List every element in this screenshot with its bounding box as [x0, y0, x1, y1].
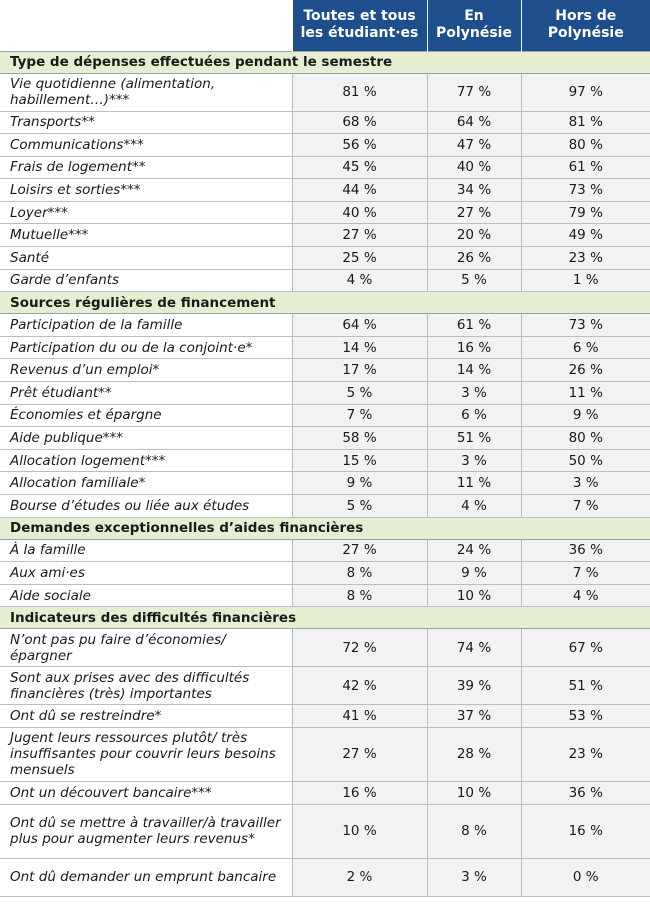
- row-label: Aux ami·es: [0, 562, 292, 585]
- value-outside-polynesia: 73 %: [521, 179, 650, 202]
- section-title: Indicateurs des difficultés financières: [0, 607, 650, 629]
- value-in-polynesia: 40 %: [427, 156, 521, 179]
- value-outside-polynesia: 73 %: [521, 314, 650, 337]
- value-in-polynesia: 28 %: [427, 727, 521, 781]
- table-row: [0, 804, 650, 858]
- value-in-polynesia: 3 %: [427, 858, 521, 896]
- value-in-polynesia: 9 %: [427, 562, 521, 585]
- value-in-polynesia: 77 %: [427, 73, 521, 111]
- row-label: Garde d’enfants: [0, 269, 292, 292]
- table-row: [0, 667, 650, 705]
- row-label: Ont dû demander un emprunt bancaire: [0, 858, 292, 896]
- value-outside-polynesia: 36 %: [521, 781, 650, 804]
- value-in-polynesia: 26 %: [427, 247, 521, 270]
- section-header-row: [0, 292, 650, 314]
- value-all-students: 17 %: [292, 359, 427, 382]
- value-in-polynesia: 10 %: [427, 584, 521, 607]
- value-in-polynesia: 39 %: [427, 667, 521, 705]
- value-outside-polynesia: 26 %: [521, 359, 650, 382]
- value-all-students: 27 %: [292, 727, 427, 781]
- header-blank: [0, 0, 292, 51]
- value-outside-polynesia: 0 %: [521, 858, 650, 896]
- row-label: Santé: [0, 247, 292, 270]
- table-row: [0, 179, 650, 202]
- table-row: [0, 858, 650, 896]
- row-label: Aide sociale: [0, 584, 292, 607]
- row-label: Participation du ou de la conjoint·e*: [0, 336, 292, 359]
- value-all-students: 5 %: [292, 495, 427, 518]
- value-in-polynesia: 3 %: [427, 449, 521, 472]
- value-outside-polynesia: 9 %: [521, 404, 650, 427]
- value-outside-polynesia: 79 %: [521, 201, 650, 224]
- value-in-polynesia: 47 %: [427, 134, 521, 157]
- value-outside-polynesia: 61 %: [521, 156, 650, 179]
- table-row: [0, 314, 650, 337]
- value-outside-polynesia: 67 %: [521, 629, 650, 667]
- value-outside-polynesia: 50 %: [521, 449, 650, 472]
- value-in-polynesia: 6 %: [427, 404, 521, 427]
- row-label: Loisirs et sorties***: [0, 179, 292, 202]
- value-all-students: 27 %: [292, 224, 427, 247]
- value-outside-polynesia: 51 %: [521, 667, 650, 705]
- row-label: Vie quotidienne (alimentation, habillement…)***: [0, 73, 292, 111]
- row-label: Ont un découvert bancaire***: [0, 781, 292, 804]
- table-row: [0, 539, 650, 562]
- row-label: Loyer***: [0, 201, 292, 224]
- row-label: Ont dû se restreindre*: [0, 705, 292, 728]
- value-in-polynesia: 64 %: [427, 111, 521, 134]
- value-outside-polynesia: 36 %: [521, 539, 650, 562]
- value-outside-polynesia: 80 %: [521, 427, 650, 450]
- value-outside-polynesia: 3 %: [521, 472, 650, 495]
- value-outside-polynesia: 16 %: [521, 804, 650, 858]
- table-row: [0, 382, 650, 405]
- value-all-students: 81 %: [292, 73, 427, 111]
- row-label: Sont aux prises avec des difficultés financières (très) importantes: [0, 667, 292, 705]
- value-all-students: 4 %: [292, 269, 427, 292]
- table-row: [0, 584, 650, 607]
- table-row: [0, 629, 650, 667]
- table-row: [0, 336, 650, 359]
- table-row: [0, 111, 650, 134]
- header-outside-polynesia: Hors de Polynésie: [521, 0, 650, 51]
- row-label: Allocation familiale*: [0, 472, 292, 495]
- value-in-polynesia: 51 %: [427, 427, 521, 450]
- header-all-students: Toutes et tous les étudiant·es: [292, 0, 427, 51]
- value-in-polynesia: 37 %: [427, 705, 521, 728]
- value-all-students: 25 %: [292, 247, 427, 270]
- value-in-polynesia: 4 %: [427, 495, 521, 518]
- header-in-polynesia: En Polynésie: [427, 0, 521, 51]
- table-row: [0, 472, 650, 495]
- table-row: [0, 134, 650, 157]
- value-outside-polynesia: 1 %: [521, 269, 650, 292]
- table-row: [0, 73, 650, 111]
- value-all-students: 45 %: [292, 156, 427, 179]
- value-all-students: 42 %: [292, 667, 427, 705]
- table-row: [0, 247, 650, 270]
- row-label: Allocation logement***: [0, 449, 292, 472]
- value-all-students: 8 %: [292, 562, 427, 585]
- value-all-students: 16 %: [292, 781, 427, 804]
- row-label: Transports**: [0, 111, 292, 134]
- table-row: [0, 224, 650, 247]
- row-label: Économies et épargne: [0, 404, 292, 427]
- table-row: [0, 269, 650, 292]
- value-all-students: 56 %: [292, 134, 427, 157]
- section-header-row: [0, 517, 650, 539]
- value-outside-polynesia: 6 %: [521, 336, 650, 359]
- section-header-row: [0, 607, 650, 629]
- value-all-students: 15 %: [292, 449, 427, 472]
- row-label: Bourse d’études ou liée aux études: [0, 495, 292, 518]
- value-outside-polynesia: 4 %: [521, 584, 650, 607]
- table-row: [0, 449, 650, 472]
- value-all-students: 58 %: [292, 427, 427, 450]
- table-row: [0, 562, 650, 585]
- value-all-students: 14 %: [292, 336, 427, 359]
- value-all-students: 27 %: [292, 539, 427, 562]
- value-in-polynesia: 24 %: [427, 539, 521, 562]
- value-in-polynesia: 14 %: [427, 359, 521, 382]
- value-all-students: 8 %: [292, 584, 427, 607]
- value-in-polynesia: 11 %: [427, 472, 521, 495]
- value-in-polynesia: 16 %: [427, 336, 521, 359]
- value-all-students: 68 %: [292, 111, 427, 134]
- value-in-polynesia: 3 %: [427, 382, 521, 405]
- value-in-polynesia: 27 %: [427, 201, 521, 224]
- row-label: Participation de la famille: [0, 314, 292, 337]
- value-in-polynesia: 61 %: [427, 314, 521, 337]
- value-outside-polynesia: 80 %: [521, 134, 650, 157]
- section-title: Demandes exceptionnelles d’aides financières: [0, 517, 650, 539]
- value-outside-polynesia: 53 %: [521, 705, 650, 728]
- section-title: Sources régulières de financement: [0, 292, 650, 314]
- table-header: [0, 0, 650, 51]
- value-in-polynesia: 8 %: [427, 804, 521, 858]
- row-label: Jugent leurs ressources plutôt/ très insuffisantes pour couvrir leurs besoins mensuels: [0, 727, 292, 781]
- table-row: [0, 495, 650, 518]
- value-outside-polynesia: 81 %: [521, 111, 650, 134]
- table-row: [0, 427, 650, 450]
- value-all-students: 41 %: [292, 705, 427, 728]
- row-label: N’ont pas pu faire d’économies/ épargner: [0, 629, 292, 667]
- table-row: [0, 156, 650, 179]
- table-row: [0, 201, 650, 224]
- section-header-row: [0, 51, 650, 73]
- table-row: [0, 781, 650, 804]
- row-label: Communications***: [0, 134, 292, 157]
- table-row: [0, 359, 650, 382]
- value-outside-polynesia: 11 %: [521, 382, 650, 405]
- value-in-polynesia: 10 %: [427, 781, 521, 804]
- row-label: Frais de logement**: [0, 156, 292, 179]
- value-all-students: 40 %: [292, 201, 427, 224]
- row-label: Revenus d’un emploi*: [0, 359, 292, 382]
- value-outside-polynesia: 7 %: [521, 562, 650, 585]
- value-all-students: 10 %: [292, 804, 427, 858]
- value-in-polynesia: 34 %: [427, 179, 521, 202]
- value-outside-polynesia: 49 %: [521, 224, 650, 247]
- value-in-polynesia: 5 %: [427, 269, 521, 292]
- value-outside-polynesia: 23 %: [521, 727, 650, 781]
- value-all-students: 44 %: [292, 179, 427, 202]
- section-title: Type de dépenses effectuées pendant le semestre: [0, 51, 650, 73]
- value-outside-polynesia: 23 %: [521, 247, 650, 270]
- row-label: À la famille: [0, 539, 292, 562]
- value-all-students: 72 %: [292, 629, 427, 667]
- value-all-students: 5 %: [292, 382, 427, 405]
- value-all-students: 9 %: [292, 472, 427, 495]
- table-row: [0, 727, 650, 781]
- value-outside-polynesia: 97 %: [521, 73, 650, 111]
- value-in-polynesia: 74 %: [427, 629, 521, 667]
- row-label: Mutuelle***: [0, 224, 292, 247]
- row-label: Prêt étudiant**: [0, 382, 292, 405]
- value-all-students: 2 %: [292, 858, 427, 896]
- value-in-polynesia: 20 %: [427, 224, 521, 247]
- table-body: [0, 51, 650, 896]
- row-label: Ont dû se mettre à travailler/à travailler plus pour augmenter leurs revenus*: [0, 804, 292, 858]
- table-row: [0, 705, 650, 728]
- value-outside-polynesia: 7 %: [521, 495, 650, 518]
- row-label: Aide publique***: [0, 427, 292, 450]
- table-row: [0, 404, 650, 427]
- value-all-students: 7 %: [292, 404, 427, 427]
- value-all-students: 64 %: [292, 314, 427, 337]
